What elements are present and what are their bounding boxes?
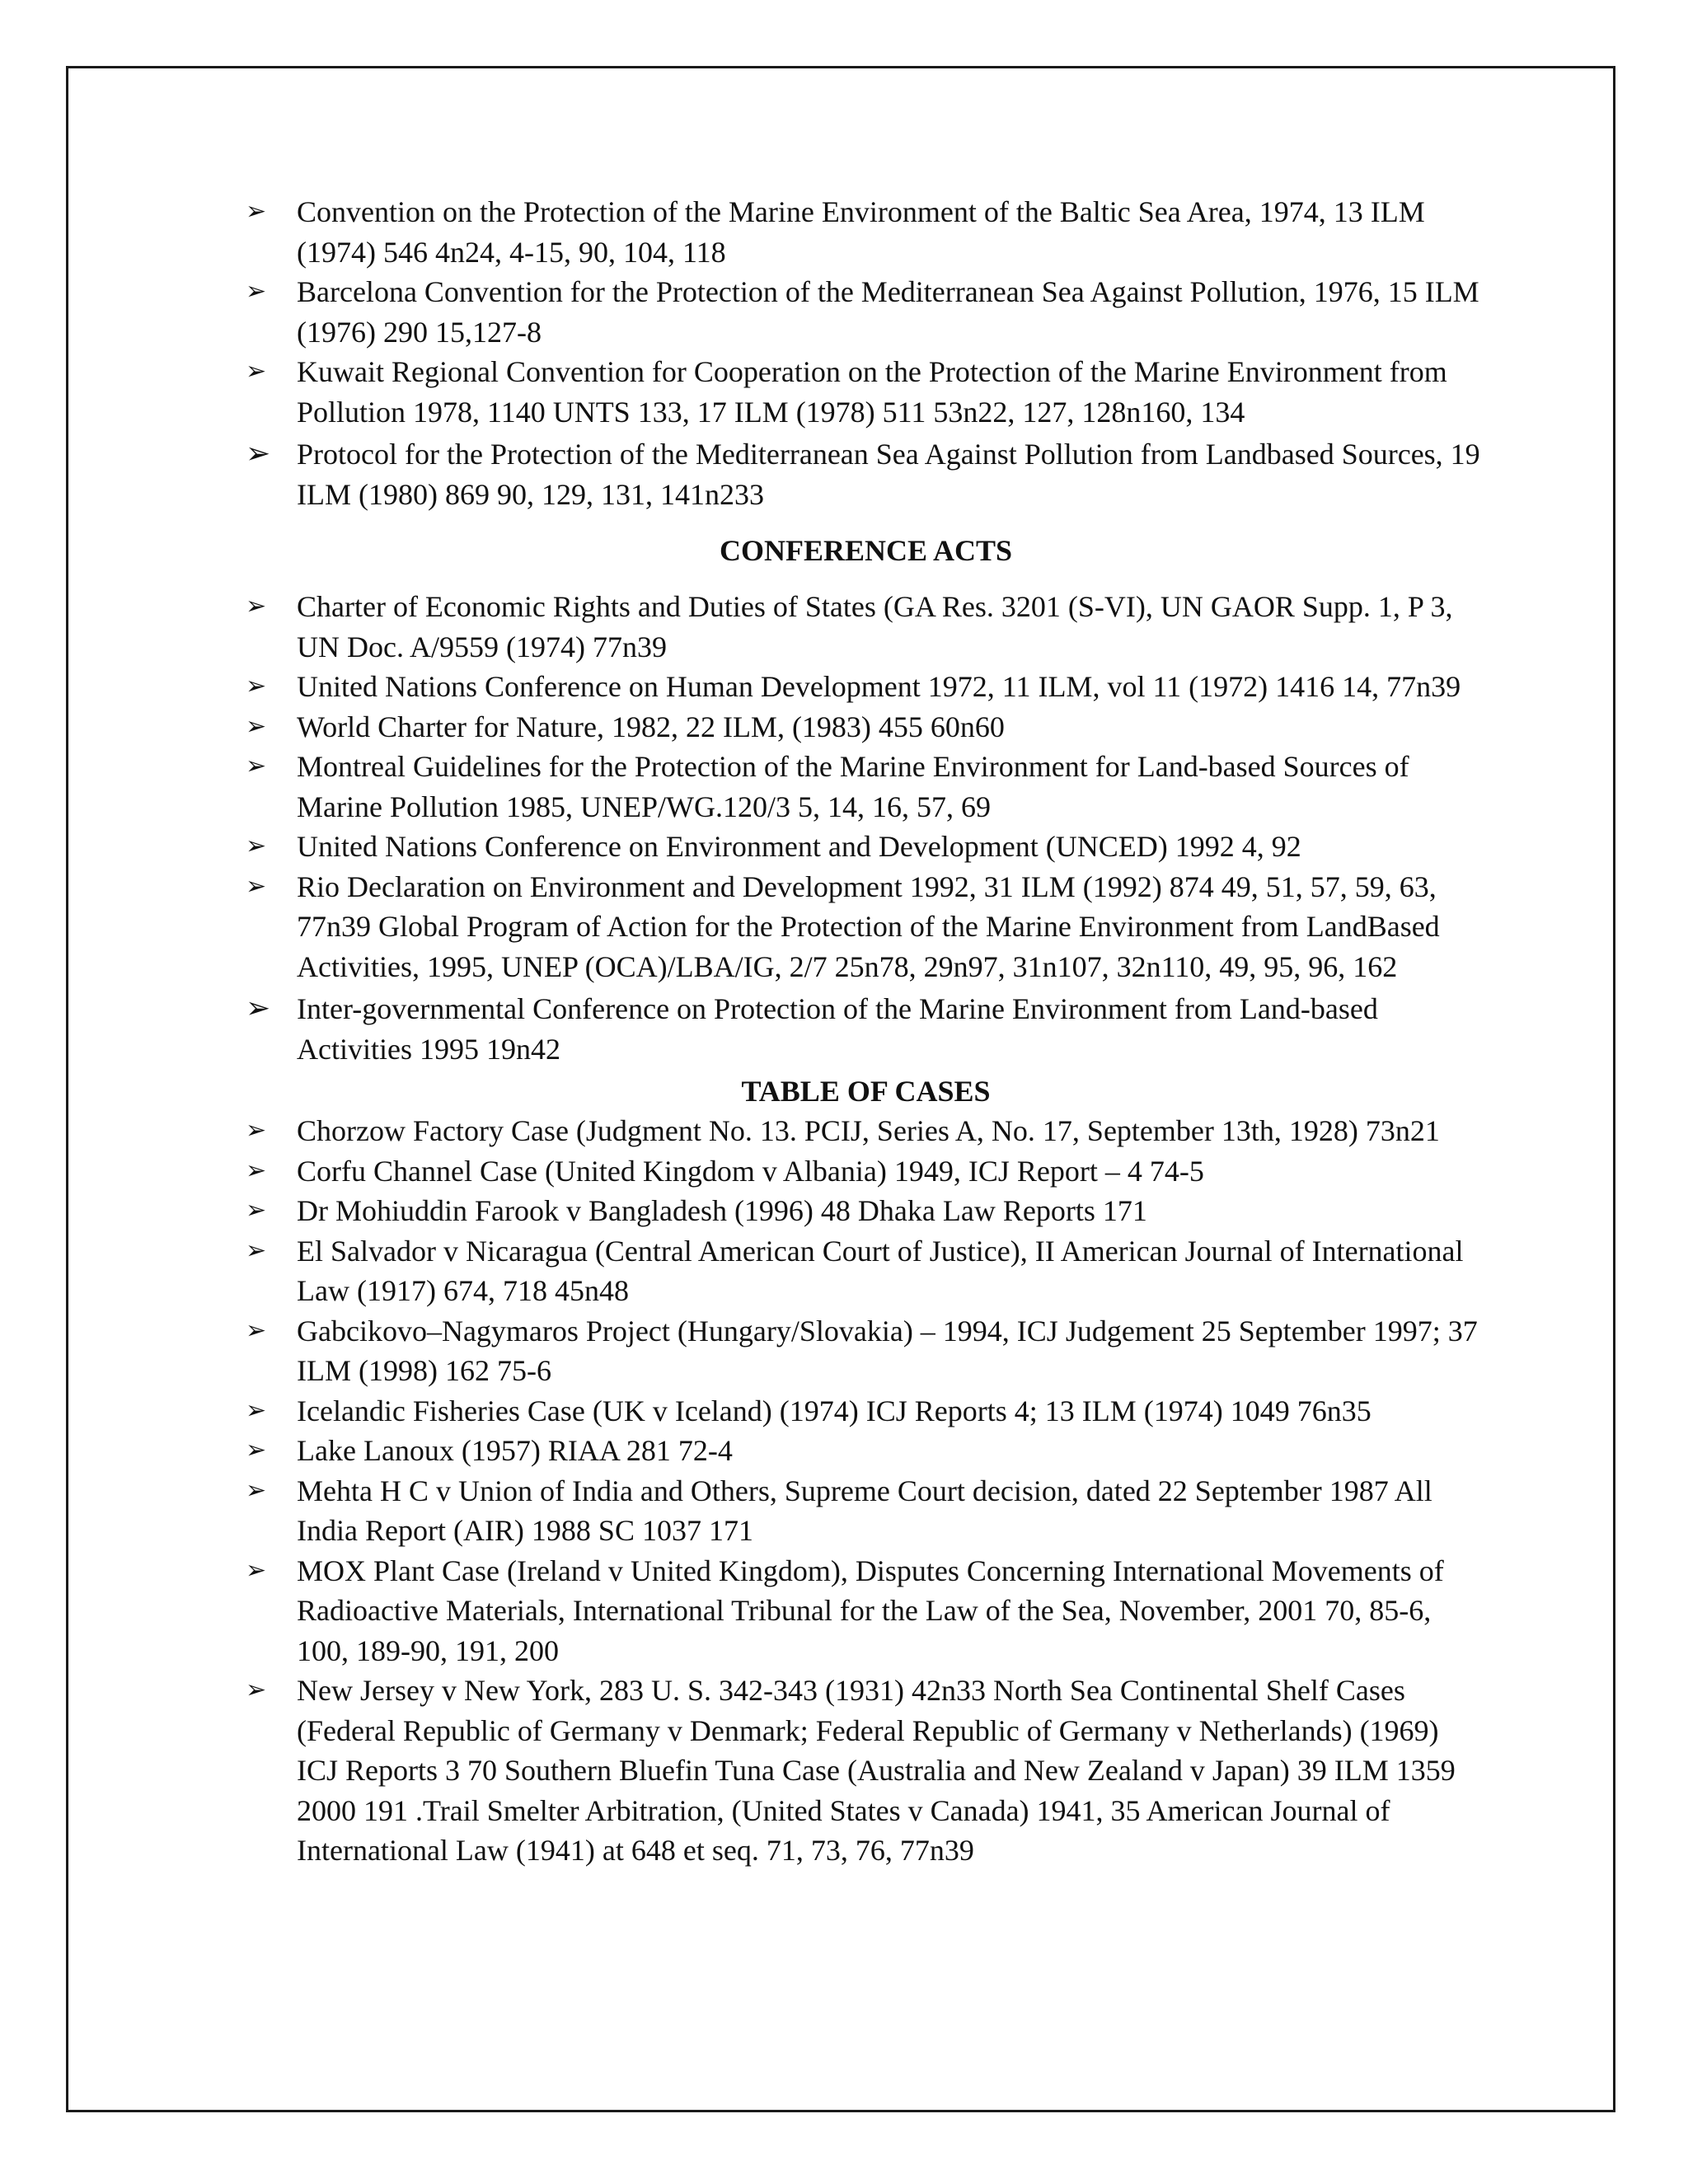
list-item: [246, 272, 1486, 352]
arrow-bullet-icon: ➢: [246, 1395, 267, 1425]
list-item: [246, 1551, 1486, 1671]
list-item-text: Lake Lanoux (1957) RIAA 281 72-4: [297, 1434, 733, 1467]
list-item-text: El Salvador v Nicaragua (Central American Court of Justice), II American Journal of International Law (1917) 674, 718 45n48: [297, 1234, 1464, 1307]
list-item: [246, 867, 1486, 987]
arrow-bullet-icon: ➢: [246, 277, 267, 306]
list-item: [246, 1311, 1486, 1391]
arrow-bullet-icon: ➢: [246, 357, 267, 386]
conference-acts-list: [246, 587, 1486, 1069]
list-item: [246, 1111, 1486, 1151]
list-item: [246, 434, 1486, 514]
arrow-bullet-icon: ➢: [246, 1675, 267, 1704]
list-item-text: Kuwait Regional Convention for Cooperation on the Protection of the Marine Environment from Pollution 1978, 1140 UNTS 133, 17 ILM (1978) 511 53n22, 127, 128n160, 134: [297, 355, 1447, 429]
list-item-text: Montreal Guidelines for the Protection of the Marine Environment for Land-based Sources of Marine Pollution 1985, UNEP/WG.120/3 5, 14, 16, 57, 69: [297, 750, 1409, 823]
arrow-bullet-icon: ➢: [246, 437, 271, 471]
list-item: [246, 667, 1486, 707]
list-item: [246, 1671, 1486, 1871]
list-item-text: World Charter for Nature, 1982, 22 ILM, (1983) 455 60n60: [297, 710, 1005, 743]
list-item: [246, 1391, 1486, 1432]
arrow-bullet-icon: ➢: [246, 592, 267, 621]
arrow-bullet-icon: ➢: [246, 1116, 267, 1145]
arrow-bullet-icon: ➢: [246, 1436, 267, 1465]
list-item: [246, 352, 1486, 432]
conventions-list: [246, 192, 1486, 514]
list-item-text: Rio Declaration on Environment and Development 1992, 31 ILM (1992) 874 49, 51, 57, 59, 63, 77n39 Global Program of Action for the Protection of the Marine Environment from LandBased Activities, 1995, UNEP (OCA)/LBA/IG, 2/7 25n78, 29n97, 31n107, 32n110, 49, 95, 96, 162: [297, 869, 1440, 983]
table-of-cases-list: [246, 1111, 1486, 1871]
list-item: [246, 827, 1486, 867]
arrow-bullet-icon: ➢: [246, 871, 267, 901]
list-item-text: Barcelona Convention for the Protection of the Mediterranean Sea Against Pollution, 1976, 15 ILM (1976) 290 15,127-8: [297, 275, 1479, 349]
list-item: [246, 192, 1486, 272]
arrow-bullet-icon: ➢: [246, 672, 267, 701]
list-item: [246, 1191, 1486, 1231]
list-item: [246, 587, 1486, 667]
list-item-text: Corfu Channel Case (United Kingdom v Albania) 1949, ICJ Report – 4 74-5: [297, 1154, 1204, 1188]
section-heading-table-of-cases: TABLE OF CASES: [741, 1075, 991, 1108]
list-item-text: Icelandic Fisheries Case (UK v Iceland) (1974) ICJ Reports 4; 13 ILM (1974) 1049 76n35: [297, 1394, 1372, 1427]
arrow-bullet-icon: ➢: [246, 1196, 267, 1225]
list-item: [246, 747, 1486, 827]
list-item-text: Gabcikovo–Nagymaros Project (Hungary/Slovakia) – 1994, ICJ Judgement 25 September 1997; 37 ILM (1998) 162 75-6: [297, 1314, 1478, 1387]
list-item-text: Inter-governmental Conference on Protection of the Marine Environment from Land-based Activities 1995 19n42: [297, 992, 1378, 1066]
arrow-bullet-icon: ➢: [246, 752, 267, 780]
list-item-text: Dr Mohiuddin Farook v Bangladesh (1996) 48 Dhaka Law Reports 171: [297, 1194, 1147, 1227]
arrow-bullet-icon: ➢: [246, 711, 267, 741]
arrow-bullet-icon: ➢: [246, 1315, 267, 1345]
list-item: [246, 1431, 1486, 1471]
arrow-bullet-icon: ➢: [246, 197, 267, 226]
list-item-text: Mehta H C v Union of India and Others, Supreme Court decision, dated 22 September 1987 All India Report (AIR) 1988 SC 1037 171: [297, 1474, 1432, 1547]
list-item: [246, 1231, 1486, 1311]
arrow-bullet-icon: ➢: [246, 1555, 267, 1585]
list-item-text: New Jersey v New York, 283 U. S. 342-343 (1931) 42n33 North Sea Continental Shelf Cases (Federal Republic of Germany v Denmark; Federal Republic of Germany v Netherlands) (1969) ICJ Reports 3 70 Southern Bluefin Tuna Case (Australia and New Zealand v Japan) 39 ILM 1359 2000 191 .Trail Smelter Arbitration, (United States v Canada) 1941, 35 American Journal of International Law (1941) at 648 et seq. 71, 73, 76, 77n39: [297, 1674, 1456, 1867]
arrow-bullet-icon: ➢: [246, 991, 271, 1025]
arrow-bullet-icon: ➢: [246, 1475, 267, 1505]
list-item: [246, 1471, 1486, 1551]
page-content: [246, 192, 1486, 1871]
arrow-bullet-icon: ➢: [246, 1235, 267, 1265]
list-item: [246, 989, 1486, 1069]
list-item: [246, 1151, 1486, 1192]
list-item-text: Convention on the Protection of the Marine Environment of the Baltic Sea Area, 1974, 13 ILM (1974) 546 4n24, 4-15, 90, 104, 118: [297, 195, 1425, 269]
list-item: [246, 707, 1486, 748]
list-item-text: Chorzow Factory Case (Judgment No. 13. PCIJ, Series A, No. 17, September 13th, 1928) 73n21: [297, 1114, 1440, 1147]
list-item-text: MOX Plant Case (Ireland v United Kingdom), Disputes Concerning International Movements of Radioactive Materials, International Tribunal for the Law of the Sea, November, 2001 70, 85-6, 100, 189-90, 191, 200: [297, 1554, 1444, 1667]
list-item-text: Charter of Economic Rights and Duties of States (GA Res. 3201 (S-VI), UN GAOR Supp. 1, P 3, UN Doc. A/9559 (1974) 77n39: [297, 590, 1453, 663]
section-heading-conference-acts: CONFERENCE ACTS: [719, 534, 1013, 567]
list-item-text: Protocol for the Protection of the Mediterranean Sea Against Pollution from Landbased Sources, 19 ILM (1980) 869 90, 129, 131, 141n233: [297, 438, 1480, 511]
arrow-bullet-icon: ➢: [246, 1155, 267, 1185]
list-item-text: United Nations Conference on Environment and Development (UNCED) 1992 4, 92: [297, 830, 1301, 863]
arrow-bullet-icon: ➢: [246, 832, 267, 860]
list-item-text: United Nations Conference on Human Development 1972, 11 ILM, vol 11 (1972) 1416 14, 77n39: [297, 670, 1461, 703]
